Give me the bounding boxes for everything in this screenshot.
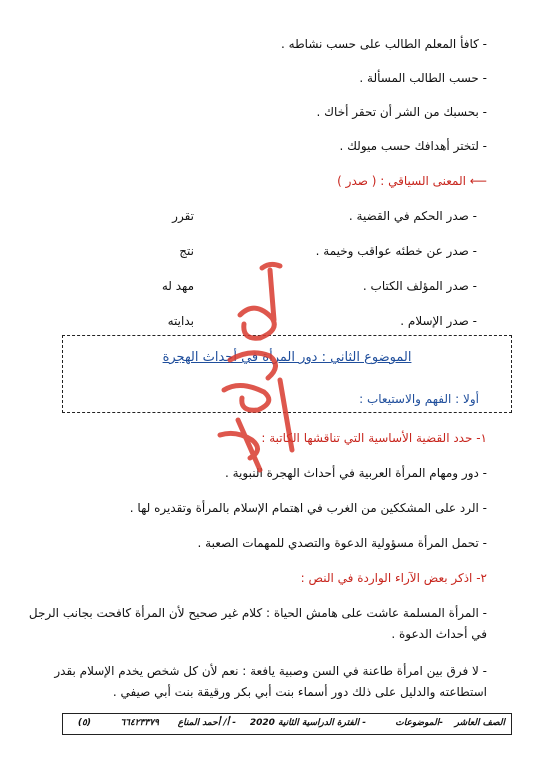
context-row-3-meaning: مهد له	[161, 279, 194, 293]
context-row-1-meaning: تقرر	[172, 209, 194, 223]
question-1-item-3: - تحمل المرأة مسؤولية الدعوة والتصدي للمهمات الصعبة .	[197, 536, 487, 550]
context-row-4-meaning: بدايته	[167, 314, 194, 328]
arrow-icon: ⟵	[469, 174, 487, 188]
section-heading: أولا : الفهم والاستيعاب :	[359, 392, 479, 406]
footer-page-number: (٥)	[77, 718, 91, 728]
footer-teacher: - أ/ أحمد المناع	[177, 718, 236, 728]
topic-title: الموضوع الثاني : دور المرأة في أحداث الهجرة	[162, 350, 412, 365]
signature-watermark	[200, 260, 310, 480]
context-row-3-sentence: - صدر المؤلف الكتاب .	[362, 279, 477, 293]
question-2-para-1-line-1: - المرأة المسلمة عاشت على هامش الحياة : كلام غير صحيح لأن المرأة كافحت بجانب الرجل	[28, 606, 487, 620]
question-2-para-2-line-2: استطاعته والدليل على ذلك دور أسماء بنت أبي بكر ورقيقة بنت أبي صيفي .	[112, 685, 487, 699]
question-2-title: ٢- اذكر بعض الآراء الواردة في النص :	[300, 571, 487, 585]
question-2-para-2-line-1: - لا فرق بين امرأة طاعنة في السن وصبية يافعة : نعم لأن كل شخص يخدم الإسلام بقدر	[54, 664, 487, 678]
context-row-4-sentence: - صدر الإسلام .	[400, 314, 477, 328]
example-line-1: - كافأ المعلم الطالب على حسب نشاطه .	[281, 37, 487, 51]
example-line-3: - بحسبك من الشر أن تحقر أخاك .	[316, 105, 487, 119]
context-meaning-label: المعنى السياقي : ( صدر )	[337, 174, 466, 188]
question-1-item-2: - الرد على المشككين من الغرب في اهتمام الإسلام بالمرأة وتقديره لها .	[129, 501, 487, 515]
context-row-2-meaning: نتج	[179, 244, 194, 258]
context-row-2-sentence: - صدر عن خطئه عواقب وخيمة .	[315, 244, 477, 258]
footer-grade: الصف العاشر	[454, 718, 505, 728]
example-line-4: - لتختر أهدافك حسب ميولك .	[339, 139, 487, 153]
question-1-item-1: - دور ومهام المرأة العربية في أحداث الهجرة النبوية .	[224, 466, 487, 480]
footer-phone: ٦٦٤٢٣٣٧٩	[120, 718, 159, 728]
example-line-2: - حسب الطالب المسألة .	[359, 71, 487, 85]
footer-term: - الفترة الدراسية الثانية 2020	[249, 718, 366, 728]
question-1-title: ١- حدد القضية الأساسية التي تناقشها الكاتبة :	[261, 431, 487, 445]
context-meaning-heading	[337, 173, 487, 189]
question-2-para-1-line-2: في أحداث الدعوة .	[391, 627, 487, 641]
context-row-1-sentence: - صدر الحكم في القضية .	[348, 209, 477, 223]
page-footer	[62, 713, 512, 735]
footer-subject: -الموضوعات	[395, 718, 443, 728]
